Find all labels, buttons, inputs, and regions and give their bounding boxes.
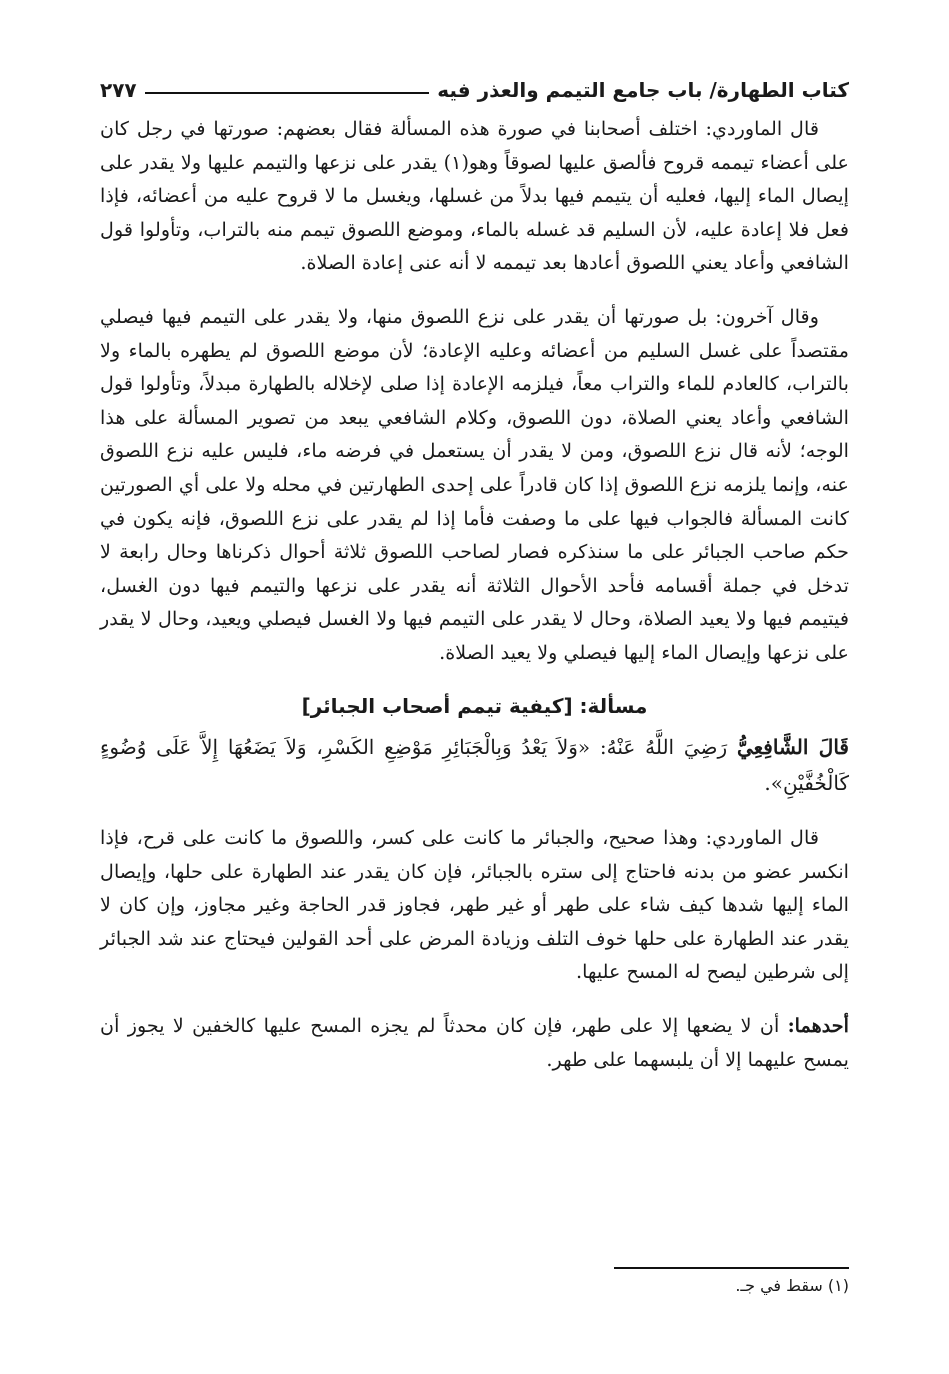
header-rule xyxy=(145,92,430,94)
footnote: (١) سقط في جـ. xyxy=(735,1276,849,1295)
quote-paragraph xyxy=(100,729,849,801)
page-number: ٢٧٧ xyxy=(100,78,137,102)
header-title: كتاب الطهارة/ باب جامع التيمم والعذر فيه xyxy=(437,78,849,102)
body-text xyxy=(100,112,849,1096)
paragraph-1: قال الماوردي: اختلف أصحابنا في صورة هذه المسألة فقال بعضهم: صورتها في رجل كان على أعضاء تيممه قروح فألصق عليها لصوقاً وهو(١) يقدر على نزعها والتيمم عليها ولا يقدر على إيصال الماء إليها، فعليه أن يتيمم فيها بدلاً من غسلها، ويغسل ما لا قروح عليه من أعضائه، فإذا فعل فلا إعادة عليه، لأن السليم قد غسله بالماء، وموضع اللصوق تيمم منه بالتراب، وتأولوا قول الشافعي وأعاد يعني اللصوق أعادها بعد تيممه لا أنه عنى إعادة الصلاة. xyxy=(100,117,849,275)
paragraph-4-text: أن لا يضعها إلا على طهر، فإن كان محدثاً لم يجزه المسح عليها كالخفين لا يجوز أن يمسح عليهما إلا أن يلبسهما على طهر. xyxy=(100,1014,849,1071)
quote-text: رَضِيَ اللَّهُ عَنْهُ: «وَلاَ يَعْدُ وَبِالْجَبَائِرِ مَوْضِعِ الكَسْرِ، وَلاَ يَضَعُهَا إِلاَّ عَلَى وُضُوءٍ كَالْخُفَّيْنِ». xyxy=(100,735,849,796)
paragraph-3: قال الماوردي: وهذا صحيح، والجبائر ما كانت على كسر، واللصوق ما كانت على قرح، فإذا انكسر عضو من بدنه فاحتاج إلى ستره بالجبائر، فإن كان يقدر عند الطهارة على حلها، وإيصال الماء إليها شدها كيف شاء على طهر أو غير طهر، فجاوز قدر الحاجة وغير مجاوز، وإن كان لا يقدر عند الطهارة على حلها خوف التلف وزيادة المرض على أحد القولين فيحتاج عند شد الجبائر إلى شرطين ليصح له المسح عليها. xyxy=(100,826,849,984)
paragraph-4-lead: أحدهما: xyxy=(787,1014,849,1038)
footnote-rule xyxy=(614,1267,849,1269)
running-header xyxy=(100,62,849,102)
paragraph-4 xyxy=(100,1009,849,1076)
section-heading: مسألة: [كيفية تيمم أصحاب الجبائر] xyxy=(301,693,648,718)
quote-speaker: قَالَ الشَّافِعِيُّ xyxy=(736,735,849,760)
paragraph-2: وقال آخرون: بل صورتها أن يقدر على نزع اللصوق منها، ولا يقدر على التيمم فيها فيصلي مقتصداً على غسل السليم من أعضائه وعليه الإعادة؛ لأن موضع اللصوق لم يطهره بالماء ولا بالتراب، كالعادم للماء والتراب معاً، فيلزمه الإعادة إذا صلى لإخلاله بالطهارة مبدلاً، وتأولوا قول الشافعي وأعاد يعني الصلاة، دون اللصوق، وكلام الشافعي يبعد من تصوير المسألة على هذا الوجه؛ لأنه قال نزع اللصوق، ومن لا يقدر أن يستعمل في فرضه ماء، فليس عليه نزع اللصوق عنه، وإنما يلزمه نزع اللصوق إذا كان قادراً على إحدى الطهارتين في محله ولا على أي الصورتين كانت المسألة فالجواب فيها على ما وصفت فأما إذا لم يقدر على نزع اللصوق، فإنه يكون في حكم صاحب الجبائر على ما سنذكره فصار لصاحب اللصوق ثلاثة أحوال ذكرناها وحال رابعة لا تدخل في جملة أقسامه فأحد الأحوال الثلاثة أنه يقدر على نزعها والتيمم فيها دون الغسل، فيتيمم فيها ولا يعيد الصلاة، وحال لا يقدر على التيمم فيها ولا الغسل فيصلي ويعيد، وحال لا يقدر على نزعها وإيصال الماء إليها فيصلي ولا يعيد الصلاة. xyxy=(100,304,849,664)
